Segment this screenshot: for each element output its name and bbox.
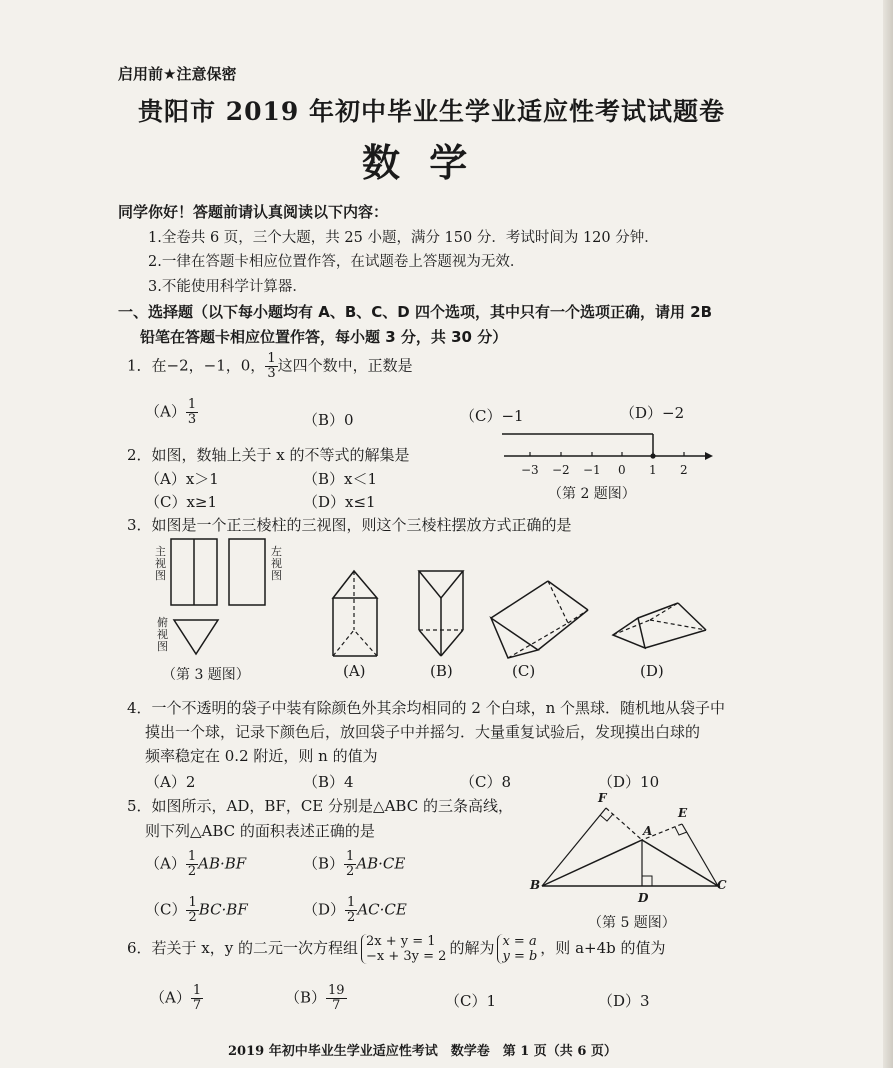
q5-option-a[interactable]: （A） $\frac{1}{2}$ AB·BF — [145, 849, 247, 879]
q6-option-a[interactable]: （A） $\frac{1}{7}$ — [150, 983, 202, 1013]
point-label: D — [638, 891, 649, 905]
tick-label: −2 — [552, 463, 570, 477]
point-label: B — [530, 878, 541, 892]
question-6: 6．若关于 x，y 的二元一次方程组 2x + y = 1 −x + 3y = 2 的解为 x = a y = b ，则 a+4b 的值为 — [127, 934, 666, 964]
page-footer: 2019 年初中毕业生学业适应性考试 数学卷 第 1 页（共 6 页） — [228, 1044, 617, 1059]
point-label: E — [678, 806, 688, 820]
q5-option-c[interactable]: （C） $\frac{1}{2}$ BC·BF — [145, 895, 248, 925]
page-edge — [883, 0, 893, 1068]
top-view-label: 俯视图 — [157, 616, 168, 653]
q2-option-a[interactable]: （A）x＞1 — [145, 470, 219, 488]
q1-option-b[interactable]: （B）0 — [303, 411, 354, 429]
number-line-figure — [500, 428, 710, 488]
q4-option-c[interactable]: （C）8 — [460, 773, 512, 791]
prism-option-c — [488, 578, 593, 663]
tick-label: 1 — [649, 463, 657, 477]
tick-label: 2 — [680, 463, 688, 477]
top-view — [172, 618, 222, 658]
tick-label: −3 — [521, 463, 539, 477]
q1-option-c[interactable]: （C）−1 — [460, 407, 524, 425]
q2-option-b[interactable]: （B）x＜1 — [303, 470, 378, 488]
tick-label: 0 — [618, 463, 626, 477]
question-3: 3．如图是一个正三棱柱的三视图，则这个三棱柱摆放方式正确的是 — [127, 516, 572, 534]
figure-5-caption: （第 5 题图） — [588, 915, 676, 931]
point-label: F — [598, 791, 607, 805]
question-4-line2: 摸出一个球，记录下颜色后，放回袋子中并摇匀．大量重复试验后，发现摸出白球的 — [145, 723, 701, 741]
prism-option-b — [416, 568, 466, 663]
q6-option-c[interactable]: （C）1 — [445, 992, 497, 1010]
triangle-figure — [530, 790, 730, 900]
instruction-item: 2.一律在答题卡相应位置作答，在试题卷上答题视为无效． — [148, 254, 525, 270]
exam-title: 贵阳市 2019 年初中毕业生学业适应性考试试题卷 — [138, 97, 725, 126]
q2-option-d[interactable]: （D）x≤1 — [303, 493, 376, 511]
q1-option-d[interactable]: （D）−2 — [620, 404, 685, 422]
point-label: C — [717, 878, 727, 892]
q4-option-d[interactable]: （D）10 — [598, 773, 660, 791]
q1-option-a[interactable]: （A） $\frac{1}{3}$ — [145, 397, 197, 427]
instructions-greeting: 同学你好！答题前请认真阅读以下内容： — [118, 203, 389, 221]
question-4-line3: 频率稳定在 0.2 附近，则 n 的值为 — [145, 747, 378, 765]
q3-option-b[interactable]: (B) — [430, 662, 453, 680]
tick-label: −1 — [583, 463, 601, 477]
q4-option-a[interactable]: （A）2 — [145, 773, 196, 791]
question-5-line2: 则下列△ABC 的面积表述正确的是 — [145, 822, 375, 840]
figure-3-caption: （第 3 题图） — [162, 667, 250, 683]
confidential-note: 启用前★注意保密 — [118, 65, 237, 83]
front-view — [170, 538, 220, 608]
question-5: 5．如图所示，AD，BF，CE 分别是△ABC 的三条高线， — [127, 797, 513, 815]
section-heading-cont: 铅笔在答题卡相应位置作答，每小题 3 分，共 30 分） — [140, 328, 508, 346]
left-view — [228, 538, 268, 608]
subject-title: 数 学 — [362, 140, 476, 185]
q5-option-b[interactable]: （B） $\frac{1}{2}$ AB·CE — [303, 849, 406, 879]
q6-option-b[interactable]: （B） $\frac{19}{7}$ — [285, 983, 345, 1013]
prism-option-a — [330, 568, 380, 663]
left-view-label: 左视图 — [271, 545, 282, 582]
figure-2-caption: （第 2 题图） — [548, 486, 636, 502]
q4-option-b[interactable]: （B）4 — [303, 773, 354, 791]
instruction-item: 3.不能使用科学计算器． — [148, 279, 307, 295]
question-2: 2．如图，数轴上关于 x 的不等式的解集是 — [127, 446, 410, 464]
point-label: A — [643, 824, 653, 838]
instruction-item: 1.全卷共 6 页，三个大题，共 25 小题，满分 150 分．考试时间为 120 分钟． — [148, 230, 659, 246]
question-1: 1．在−2，−1，0， $\frac{1}{3}$ 这四个数中，正数是 — [127, 351, 413, 381]
q3-option-c[interactable]: (C) — [512, 662, 536, 680]
front-view-label: 主视图 — [155, 545, 166, 582]
q3-option-a[interactable]: (A) — [343, 662, 366, 680]
q3-option-d[interactable]: (D) — [640, 662, 664, 680]
question-4: 4．一个不透明的袋子中装有除颜色外其余均相同的 2 个白球，n 个黑球．随机地从袋子中 — [127, 699, 726, 717]
section-heading: 一、选择题（以下每小题均有 A、B、C、D 四个选项，其中只有一个选项正确，请用 2B — [118, 303, 713, 321]
q6-option-d[interactable]: （D）3 — [598, 992, 650, 1010]
q2-option-c[interactable]: （C）x≥1 — [145, 493, 218, 511]
q5-option-d[interactable]: （D） $\frac{1}{2}$ AC·CE — [303, 895, 407, 925]
prism-option-d — [610, 600, 710, 655]
